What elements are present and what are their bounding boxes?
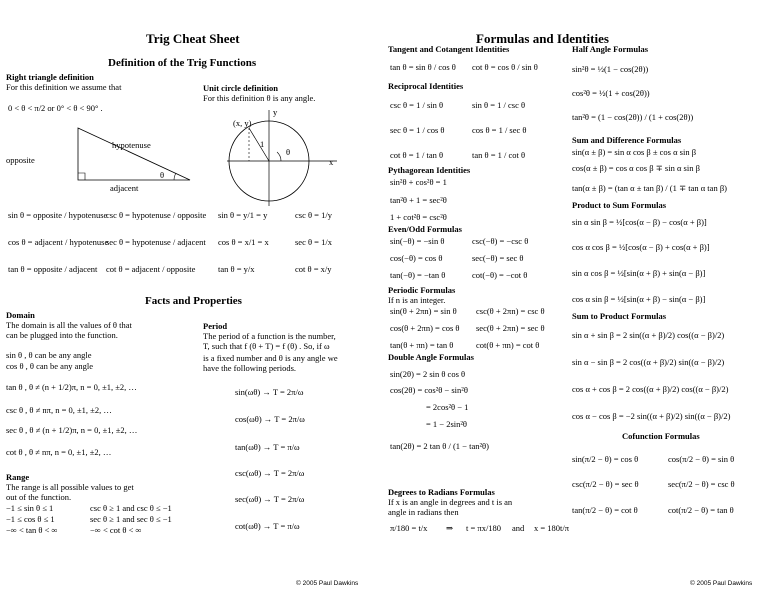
range-sec: sec θ ≥ 1 and sec θ ≤ −1 — [90, 514, 172, 524]
reciprocal-heading: Reciprocal Identities — [388, 81, 464, 91]
domain-text-2: can be plugged into the function. — [6, 330, 118, 340]
left-footer: © 2005 Paul Dawkins — [296, 580, 359, 587]
stp-sin-plus: sin α + sin β = 2 sin((α + β)/2) cos((α − β)/2) — [572, 330, 725, 340]
unit-sec: sec θ = 1/x — [295, 237, 332, 247]
domain-cot: cot θ , θ ≠ nπ, n = 0, ±1, ±2, … — [6, 447, 112, 457]
y-axis-label: y — [273, 107, 278, 117]
tan-def: tan θ = opposite / adjacent — [8, 264, 98, 274]
cof-sin: sin(π/2 − θ) = cos θ — [572, 454, 639, 464]
double-angle-heading: Double Angle Formulas — [388, 352, 474, 362]
eo-sec: sec(−θ) = sec θ — [472, 253, 524, 263]
sum-tan: tan(α ± β) = (tan α ± tan β) / (1 ∓ tan α tan β) — [572, 183, 727, 193]
period-sin: sin(ωθ) → T = 2π/ω — [235, 387, 304, 397]
unit-csc: csc θ = 1/y — [295, 210, 332, 220]
recip-csc: csc θ = 1 / sin θ — [390, 100, 444, 110]
per-sec: sec(θ + 2πn) = sec θ — [476, 323, 545, 333]
implies-arrow: ⇒ — [446, 523, 454, 533]
recip-cot: cot θ = 1 / tan θ — [390, 150, 444, 160]
stp-cos-minus: cos α − cos β = −2 sin((α + β)/2) sin((α − β)/2) — [572, 411, 731, 421]
eo-cos: cos(−θ) = cos θ — [390, 253, 443, 263]
tangent-cotangent-heading: Tangent and Cotangent Identities — [388, 44, 510, 54]
domain-csc: csc θ , θ ≠ nπ, n = 0, ±1, ±2, … — [6, 405, 112, 415]
deg-rad-text-2: angle in radians then — [388, 507, 459, 517]
double-cos-2: = 2cos²θ − 1 — [426, 402, 469, 412]
per-tan: tan(θ + πn) = tan θ — [390, 340, 454, 350]
sec-def: sec θ = hypotenuse / adjacent — [106, 237, 206, 247]
double-sin: sin(2θ) = 2 sin θ cos θ — [390, 369, 466, 379]
right-triangle-text: For this definition we assume that — [6, 82, 122, 92]
unit-sin: sin θ = y/1 = y — [218, 210, 268, 220]
domain-heading: Domain — [6, 310, 35, 320]
even-odd-heading: Even/Odd Formulas — [388, 224, 462, 234]
unit-circle-heading: Unit circle definition — [203, 83, 278, 93]
range-csc: csc θ ≥ 1 and csc θ ≤ −1 — [90, 503, 172, 513]
periodic-heading: Periodic Formulas — [388, 285, 456, 295]
range-sin: −1 ≤ sin θ ≤ 1 — [6, 503, 54, 513]
adjacent-label: adjacent — [110, 183, 139, 193]
double-cos-3: = 1 − 2sin²θ — [426, 419, 468, 429]
eo-csc: csc(−θ) = −csc θ — [472, 236, 529, 246]
cot-def: cot θ = adjacent / opposite — [106, 264, 196, 274]
recip-sec: sec θ = 1 / cos θ — [390, 125, 445, 135]
pyth-3: 1 + cot²θ = csc²θ — [390, 212, 447, 222]
right-page — [384, 0, 768, 593]
period-cot: cot(ωθ) → T = π/ω — [235, 521, 300, 531]
domain-tan: tan θ , θ ≠ (n + 1/2)π, n = 0, ±1, ±2, … — [6, 382, 137, 392]
range-cot: −∞ < cot θ < ∞ — [90, 525, 142, 535]
x-formula: x = 180t/π — [534, 523, 570, 533]
point-label: (x, y) — [233, 118, 252, 128]
circle-theta: θ — [286, 147, 291, 157]
half-sin: sin²θ = ½(1 − cos(2θ)) — [572, 64, 649, 74]
range-cos: −1 ≤ cos θ ≤ 1 — [6, 514, 55, 524]
period-text-4: have the following periods. — [203, 363, 297, 373]
pyth-1: sin²θ + cos²θ = 1 — [390, 177, 447, 187]
pythagorean-heading: Pythagorean Identities — [388, 165, 471, 175]
sin-def: sin θ = opposite / hypotenuse — [8, 210, 108, 220]
cos-def: cos θ = adjacent / hypotenuse — [8, 237, 109, 247]
recip-sin: sin θ = 1 / csc θ — [472, 100, 526, 110]
half-angle-heading: Half Angle Formulas — [572, 44, 649, 54]
t-formula: t = πx/180 — [466, 523, 502, 533]
domain-text-1: The domain is all the values of θ that — [6, 320, 132, 330]
per-cos: cos(θ + 2πn) = cos θ — [390, 323, 460, 333]
stp-cos-plus: cos α + cos β = 2 cos((α + β)/2) cos((α − β)/2) — [572, 384, 729, 394]
prod-sin-cos: sin α cos β = ½[sin(α + β) + sin(α − β)] — [572, 268, 706, 278]
sum-diff-heading: Sum and Difference Formulas — [572, 135, 682, 145]
cof-csc: csc(π/2 − θ) = sec θ — [572, 479, 639, 489]
unit-cot: cot θ = x/y — [295, 264, 332, 274]
range-text-1: The range is all possible values to get — [6, 482, 134, 492]
sum-product-heading: Sum to Product Formulas — [572, 311, 667, 321]
recip-tan: tan θ = 1 / cot θ — [472, 150, 526, 160]
page-title: Trig Cheat Sheet — [146, 31, 240, 46]
and-word: and — [512, 523, 525, 533]
period-text-3: is a fixed number and θ is any angle we — [203, 353, 338, 363]
half-tan: tan²θ = (1 − cos(2θ)) / (1 + cos(2θ)) — [572, 112, 694, 122]
half-cos: cos²θ = ½(1 + cos(2θ)) — [572, 88, 650, 98]
domain-sin: sin θ , θ can be any angle — [6, 350, 92, 360]
product-sum-heading: Product to Sum Formulas — [572, 200, 667, 210]
triangle-theta: θ — [160, 170, 165, 180]
eo-tan: tan(−θ) = −tan θ — [390, 270, 446, 280]
period-tan: tan(ωθ) → T = π/ω — [235, 442, 300, 452]
range-text-2: out of the function. — [6, 492, 72, 502]
angle-condition: 0 < θ < π/2 or 0° < θ < 90° . — [8, 103, 103, 113]
range-heading: Range — [6, 472, 30, 482]
recip-cos: cos θ = 1 / sec θ — [472, 125, 527, 135]
eo-sin: sin(−θ) = −sin θ — [390, 236, 445, 246]
period-text-1: The period of a function is the number, — [203, 331, 336, 341]
prod-cos-cos: cos α cos β = ½[cos(α − β) + cos(α + β)] — [572, 242, 710, 252]
per-cot: cot(θ + πn) = cot θ — [476, 340, 540, 350]
right-triangle-heading: Right triangle definition — [6, 72, 94, 82]
prod-sin-sin: sin α sin β = ½[cos(α − β) − cos(α + β)] — [572, 217, 707, 227]
domain-cos: cos θ , θ can be any angle — [6, 361, 93, 371]
x-axis-label: x — [329, 157, 334, 167]
cot-identity: cot θ = cos θ / sin θ — [472, 62, 538, 72]
cof-tan: tan(π/2 − θ) = cot θ — [572, 505, 638, 515]
per-csc: csc(θ + 2πn) = csc θ — [476, 306, 545, 316]
csc-def: csc θ = hypotenuse / opposite — [106, 210, 207, 220]
sum-sin: sin(α ± β) = sin α cos β ± cos α sin β — [572, 147, 697, 157]
cof-cos: cos(π/2 − θ) = sin θ — [668, 454, 735, 464]
right-footer: © 2005 Paul Dawkins — [690, 580, 753, 587]
sum-cos: cos(α ± β) = cos α cos β ∓ sin α sin β — [572, 163, 700, 173]
double-tan: tan(2θ) = 2 tan θ / (1 − tan²θ) — [390, 441, 489, 451]
page-title: Formulas and Identities — [476, 31, 609, 46]
cof-cot: cot(π/2 − θ) = tan θ — [668, 505, 734, 515]
radius-label: 1 — [260, 139, 265, 149]
tan-identity: tan θ = sin θ / cos θ — [390, 62, 456, 72]
unit-tan: tan θ = y/x — [218, 264, 255, 274]
definition-heading: Definition of the Trig Functions — [108, 57, 257, 69]
domain-sec: sec θ , θ ≠ (n + 1/2)π, n = 0, ±1, ±2, … — [6, 425, 138, 435]
facts-heading: Facts and Properties — [145, 295, 242, 307]
per-sin: sin(θ + 2πn) = sin θ — [390, 306, 457, 316]
prod-cos-sin: cos α sin β = ½[sin(α + β) − sin(α − β)] — [572, 294, 706, 304]
period-sec: sec(ωθ) → T = 2π/ω — [235, 494, 305, 504]
pyth-2: tan²θ + 1 = sec²θ — [390, 195, 447, 205]
cofunction-heading: Cofunction Formulas — [622, 431, 700, 441]
hypotenuse-label: hypotenuse — [112, 140, 151, 150]
eo-cot: cot(−θ) = −cot θ — [472, 270, 528, 280]
period-heading: Period — [203, 321, 228, 331]
period-text-2: T, such that f (θ + T) = f (θ) . So, if ω — [203, 341, 330, 351]
stp-sin-minus: sin α − sin β = 2 cos((α + β)/2) sin((α − β)/2) — [572, 357, 725, 367]
periodic-text: If n is an integer. — [388, 295, 446, 305]
double-cos: cos(2θ) = cos²θ − sin²θ — [390, 385, 468, 395]
unit-circle-text: For this definition θ is any angle. — [203, 93, 316, 103]
period-cos: cos(ωθ) → T = 2π/ω — [235, 414, 305, 424]
unit-cos: cos θ = x/1 = x — [218, 237, 269, 247]
period-csc: csc(ωθ) → T = 2π/ω — [235, 468, 305, 478]
deg-rad-text-1: If x is an angle in degrees and t is an — [388, 497, 513, 507]
opposite-label: opposite — [6, 155, 35, 165]
deg-rad-ratio: π/180 = t/x — [390, 523, 428, 533]
range-tan: −∞ < tan θ < ∞ — [6, 525, 58, 535]
cof-sec: sec(π/2 − θ) = csc θ — [668, 479, 735, 489]
deg-rad-heading: Degrees to Radians Formulas — [388, 487, 495, 497]
